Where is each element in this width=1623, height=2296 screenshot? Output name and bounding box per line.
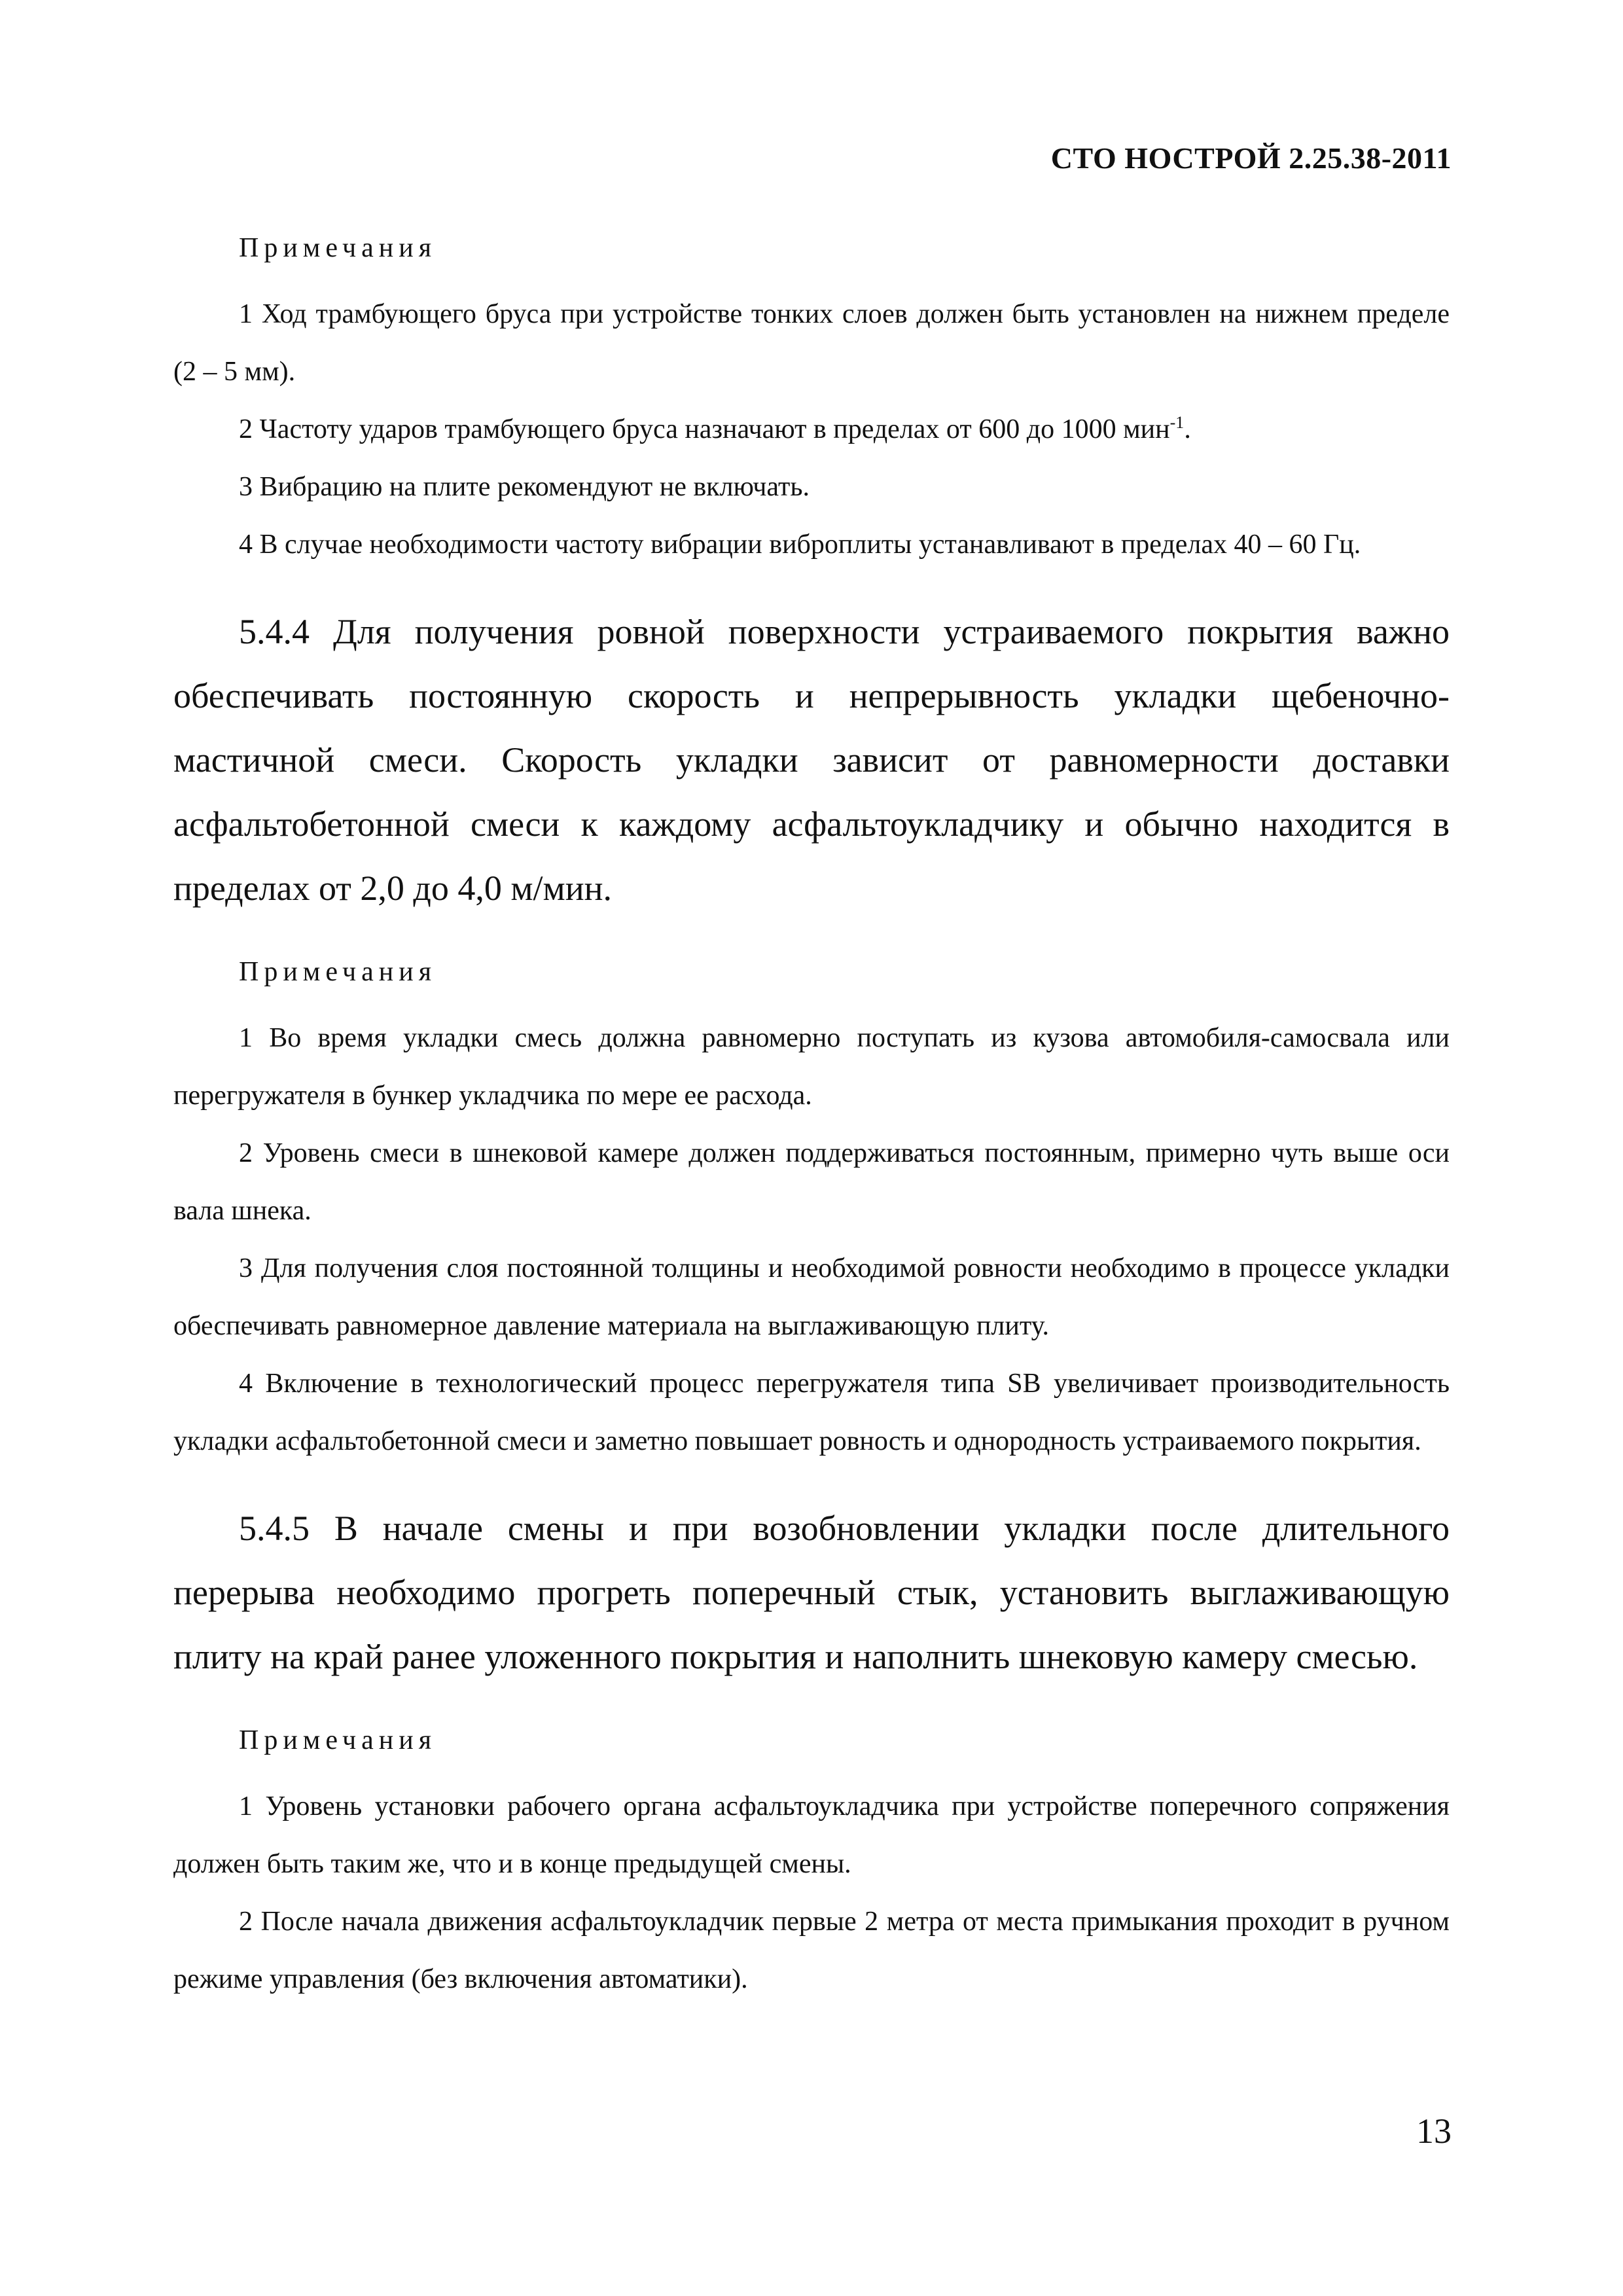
page-content: [173, 229, 1450, 2008]
notes-title: Примечания: [239, 957, 437, 987]
paragraph-5-4-5: 5.4.5 В начале смены и при возобновлении укладки после длительного перерыва необходимо прогреть поперечный стык, установить выглаживающую плиту на край ранее уложенного покрытия и наполнить шнековую камеру смесью.: [173, 1509, 1450, 1676]
note-item: 4 В случае необходимости частоту вибрации виброплиты устанавливают в пределах 40 – 60 Гц.: [239, 529, 1361, 560]
document-code-header: СТО НОСТРОЙ 2.25.38-2011: [1050, 141, 1452, 175]
notes-title: Примечания: [239, 1725, 437, 1755]
note-tail: .: [1184, 414, 1191, 444]
note-item: 1 Ход трамбующего бруса при устройстве тонких слоев должен быть установлен на нижнем пределе (2 – 5 мм).: [173, 299, 1450, 387]
note-text: 2 Частоту ударов трамбующего бруса назначают в пределах от 600 до 1000 мин: [239, 414, 1170, 444]
note-superscript: -1: [1169, 413, 1185, 432]
note-item: 3 Вибрацию на плите рекомендуют не включать.: [239, 472, 810, 502]
page-number: 13: [1416, 2111, 1452, 2151]
note-item: [173, 401, 1450, 458]
note-item: 3 Для получения слоя постоянной толщины и необходимой ровности необходимо в процессе укладки обеспечивать равномерное давление материала на выглаживающую плиту.: [173, 1253, 1450, 1341]
note-item: 2 После начала движения асфальтоукладчик первые 2 метра от места примыкания проходит в ручном режиме управления (без включения автоматики).: [173, 1907, 1450, 1994]
paragraph-5-4-4: 5.4.4 Для получения ровной поверхности устраиваемого покрытия важно обеспечивать постоянную скорость и непрерывность укладки щебеночно-мастичной смеси. Скорость укладки зависит от равномерности доставки асфальтобетонной смеси к каждому асфальтоукладчику и обычно находится в пределах от 2,0 до 4,0 м/мин.: [173, 612, 1450, 908]
note-item: 1 Уровень установки рабочего органа асфальтоукладчика при устройстве поперечного сопряжения должен быть таким же, что и в конце предыдущей смены.: [173, 1791, 1450, 1879]
note-item: 4 Включение в технологический процесс перегружателя типа SB увеличивает производительность укладки асфальтобетонной смеси и заметно повышает ровность и однородность устраиваемого покрытия.: [173, 1369, 1450, 1456]
notes-title: Примечания: [239, 233, 437, 263]
note-item: 1 Во время укладки смесь должна равномерно поступать из кузова автомобиля-самосвала или перегружателя в бункер укладчика по мере ее расхода.: [173, 1023, 1450, 1111]
note-item: 2 Уровень смеси в шнековой камере должен поддерживаться постоянным, примерно чуть выше оси вала шнека.: [173, 1138, 1450, 1226]
